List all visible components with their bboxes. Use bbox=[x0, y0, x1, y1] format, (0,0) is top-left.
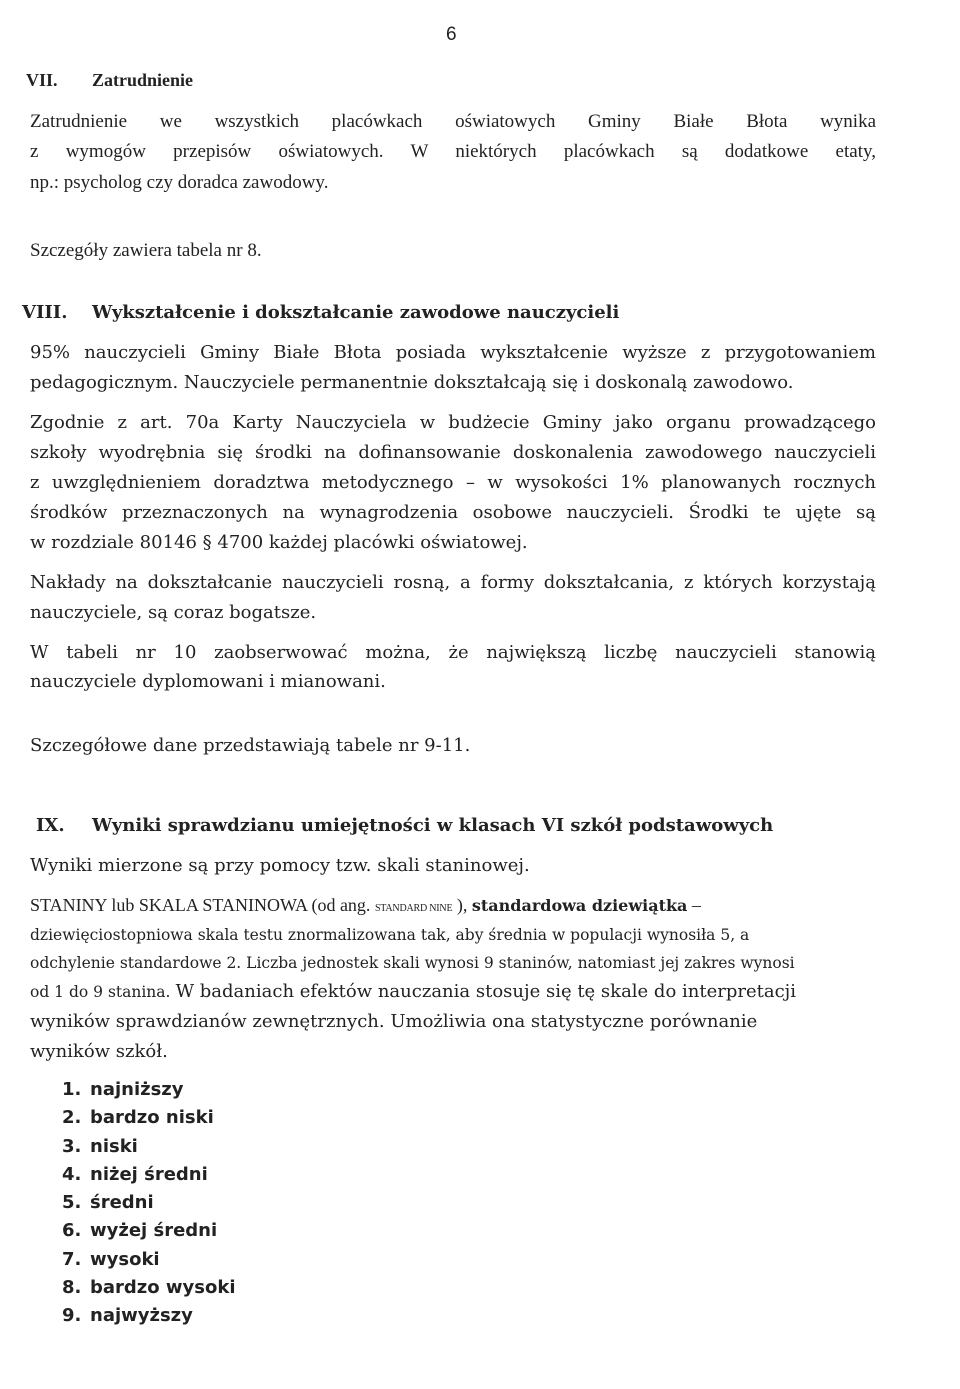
staniny-definition-line-6: wyników szkół. bbox=[30, 1041, 168, 1062]
list-item: 1. najniższy bbox=[62, 1079, 184, 1100]
section-7-number: VII. bbox=[26, 70, 58, 90]
list-item: 4. niżej średni bbox=[62, 1164, 208, 1185]
section-8-details: Szczegółowe dane przedstawiają tabele nr 9-11. bbox=[30, 735, 471, 756]
staniny-term: STANINY lub SKALA STANINOWA (od ang. bbox=[30, 895, 371, 915]
staniny-definition-line-2: dziewięciostopniowa skala testu znormalizowana tak, aby średnia w populacji wynosiła 5, a bbox=[30, 926, 750, 944]
staniny-usage: W badaniach efektów nauczania stosuje się tę skale do interpretacji bbox=[175, 981, 797, 1002]
list-item: 8. bardzo wysoki bbox=[62, 1277, 236, 1298]
section-7-title: Zatrudnienie bbox=[92, 70, 194, 90]
section-8-title: Wykształcenie i dokształcanie zawodowe nauczycieli bbox=[92, 302, 620, 323]
section-8-number: VIII. bbox=[22, 302, 68, 323]
section-8-p2-line-1: Zgodnie z art. 70a Karty Nauczyciela w budżecie Gminy jako organu prowadzącego bbox=[30, 412, 876, 433]
staniny-definition-line-5: wyników sprawdzianów zewnętrznych. Umożliwia ona statystyczne porównanie bbox=[30, 1011, 758, 1032]
staniny-definition-line-4 bbox=[30, 981, 796, 1002]
section-9-title: Wyniki sprawdzianu umiejętności w klasach VI szkół podstawowych bbox=[92, 815, 774, 836]
list-item: 5. średni bbox=[62, 1192, 154, 1213]
section-8-p2-line-3: z uwzględnieniem doradztwa metodycznego – w wysokości 1% planowanych rocznych bbox=[30, 472, 876, 493]
page-number: 6 bbox=[446, 24, 457, 45]
staniny-range: od 1 do 9 stanina. bbox=[30, 983, 171, 1001]
section-8-p3-line-2: nauczyciele, są coraz bogatsze. bbox=[30, 602, 317, 623]
staniny-english-term: STANDARD NINE bbox=[374, 903, 453, 914]
section-8-p2-line-2: szkoły wyodrębnia się środki na dofinansowanie doskonalenia zawodowego nauczycieli bbox=[30, 442, 876, 463]
section-8-p1-line-2: pedagogicznym. Nauczyciele permanentnie dokształcają się i doskonalą zawodowo. bbox=[30, 372, 794, 393]
section-8-p2-line-4: środków przeznaczonych na wynagrodzenia osobowe nauczycieli. Środki te ujęte są bbox=[30, 502, 876, 523]
section-8-p3-line-1: Nakłady na dokształcanie nauczycieli rosną, a formy dokształcania, z których korzystają bbox=[30, 572, 876, 593]
list-item: 2. bardzo niski bbox=[62, 1107, 214, 1128]
staniny-close-paren: ), bbox=[456, 895, 468, 915]
staniny-bold-term: standardowa dziewiątka bbox=[471, 896, 688, 915]
section-7-line-2: z wymogów przepisów oświatowych. W niektórych placówkach są dodatkowe etaty, bbox=[30, 141, 876, 162]
section-7-details: Szczegóły zawiera tabela nr 8. bbox=[30, 240, 262, 261]
list-item: 3. niski bbox=[62, 1136, 138, 1157]
section-8-p1-line-1: 95% nauczycieli Gminy Białe Błota posiada wykształcenie wyższe z przygotowaniem bbox=[30, 342, 876, 363]
section-7-line-1: Zatrudnienie we wszystkich placówkach oświatowych Gminy Białe Błota wynika bbox=[30, 111, 876, 132]
list-item: 9. najwyższy bbox=[62, 1305, 193, 1326]
list-item: 6. wyżej średni bbox=[62, 1220, 218, 1241]
staniny-definition-line-1 bbox=[30, 895, 701, 916]
staniny-definition-line-3: odchylenie standardowe 2. Liczba jednostek skali wynosi 9 staninów, natomiast jej zakres wynosi bbox=[30, 954, 795, 972]
section-8-p4-line-1: W tabeli nr 10 zaobserwować można, że największą liczbę nauczycieli stanowią bbox=[30, 642, 876, 663]
section-9-number: IX. bbox=[36, 815, 65, 836]
list-item: 7. wysoki bbox=[62, 1249, 160, 1270]
section-7-line-3: np.: psycholog czy doradca zawodowy. bbox=[30, 172, 329, 193]
section-8-p4-line-2: nauczyciele dyplomowani i mianowani. bbox=[30, 671, 386, 692]
section-9-intro: Wyniki mierzone są przy pomocy tzw. skali staninowej. bbox=[30, 855, 530, 876]
staniny-dash: – bbox=[691, 895, 701, 915]
section-8-p2-line-5: w rozdziale 80146 § 4700 każdej placówki oświatowej. bbox=[30, 532, 528, 553]
